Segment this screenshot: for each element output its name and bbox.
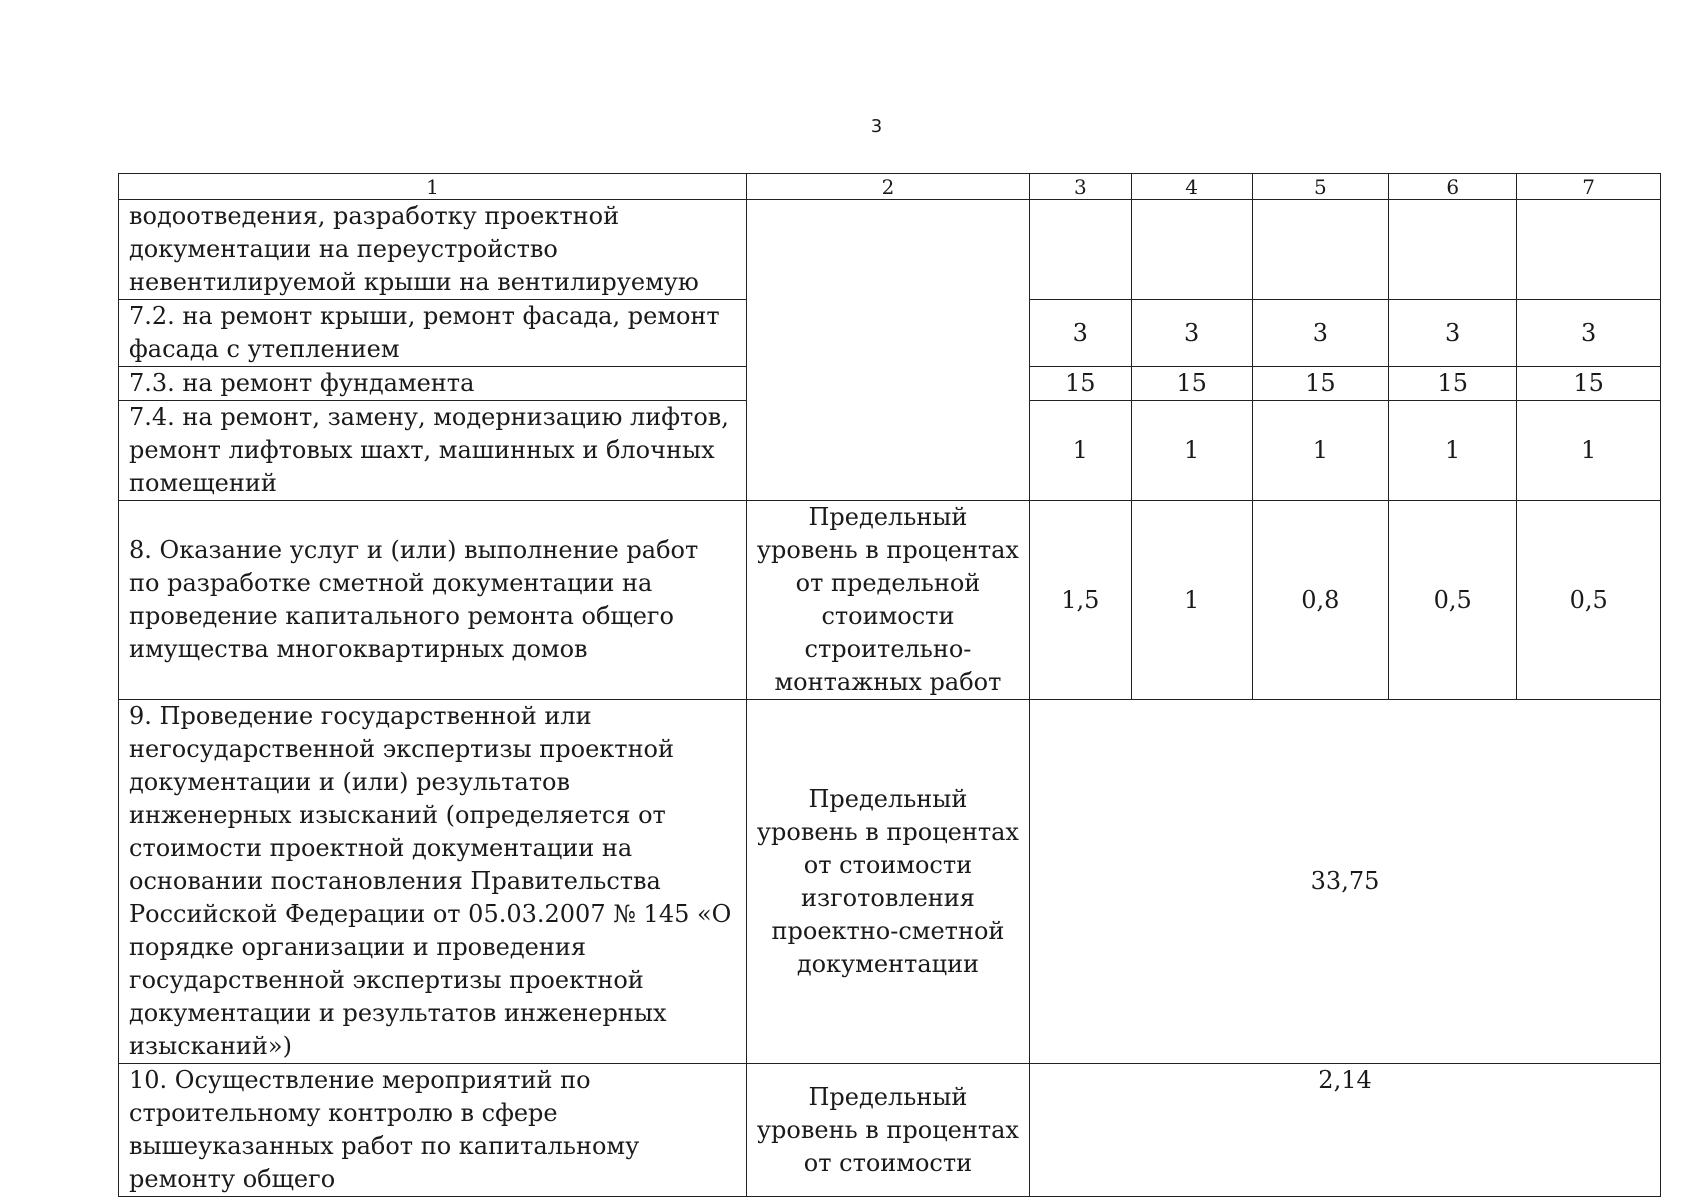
value-cell: 1 [1389, 401, 1517, 501]
value-cell: 1 [1030, 401, 1132, 501]
value-cell: 3 [1517, 300, 1661, 367]
row-description: 10. Осуществление мероприятий по строительному контролю в сфере вышеуказанных работ по капитальному ремонту общего [119, 1064, 747, 1197]
header-cell: 2 [746, 174, 1029, 200]
value-cell: 1 [1131, 501, 1252, 700]
row-description: водоотведения, разработку проектной документации на переустройство невентилируемой крыши на вентилируемую [119, 200, 747, 300]
table-row [119, 700, 1661, 1064]
value-cell [1517, 200, 1661, 300]
table-row [119, 200, 1661, 300]
row-description: 8. Оказание услуг и (или) выполнение работ по разработке сметной документации на проведение капитального ремонта общего имущества многоквартирных домов [119, 501, 747, 700]
header-cell: 7 [1517, 174, 1661, 200]
value-cell [1131, 200, 1252, 300]
value-cell: 3 [1030, 300, 1132, 367]
row-description: 7.2. на ремонт крыши, ремонт фасада, ремонт фасада с утеплением [119, 300, 747, 367]
header-cell: 6 [1389, 174, 1517, 200]
value-cell: 15 [1131, 367, 1252, 401]
value-cell: 0,5 [1389, 501, 1517, 700]
value-cell: 15 [1030, 367, 1132, 401]
value-cell: 1,5 [1030, 501, 1132, 700]
value-cell: 15 [1389, 367, 1517, 401]
value-cell: 3 [1131, 300, 1252, 367]
row-description: 9. Проведение государственной или негосударственной экспертизы проектной документации и (или) результатов инженерных изысканий (определяется от стоимости проектной документации на основании постановления Правительства Российской Федерации от 05.03.2007 № 145 «О порядке организации и проведения государственной экспертизы проектной документации и результатов инженерных изысканий») [119, 700, 747, 1064]
value-cell: 3 [1389, 300, 1517, 367]
row-unit: Предельный уровень в процентах от предельной стоимости строительно-монтажных работ [746, 501, 1029, 700]
row-description: 7.4. на ремонт, замену, модернизацию лифтов, ремонт лифтовых шахт, машинных и блочных помещений [119, 401, 747, 501]
page-number: 3 [870, 116, 883, 137]
value-cell: 1 [1517, 401, 1661, 501]
row-unit: Предельный уровень в процентах от стоимости [746, 1064, 1029, 1197]
value-cell [1030, 200, 1132, 300]
rates-table [118, 173, 1661, 1197]
value-cell: 15 [1252, 367, 1388, 401]
value-cell: 0,8 [1252, 501, 1388, 700]
header-cell: 1 [119, 174, 747, 200]
merged-value-cell: 33,75 [1030, 700, 1661, 1064]
row-unit: Предельный уровень в процентах от стоимости изготовления проектно-сметной документации [746, 700, 1029, 1064]
header-row [119, 174, 1661, 200]
header-cell: 3 [1030, 174, 1132, 200]
value-cell: 1 [1131, 401, 1252, 501]
value-cell: 0,5 [1517, 501, 1661, 700]
header-cell: 4 [1131, 174, 1252, 200]
value-cell [1252, 200, 1388, 300]
merged-value-cell: 2,14 [1030, 1064, 1661, 1197]
header-cell: 5 [1252, 174, 1388, 200]
row-unit [746, 200, 1029, 501]
value-cell: 1 [1252, 401, 1388, 501]
value-cell: 3 [1252, 300, 1388, 367]
row-description: 7.3. на ремонт фундамента [119, 367, 747, 401]
value-cell [1389, 200, 1517, 300]
table-row [119, 1064, 1661, 1197]
value-cell: 15 [1517, 367, 1661, 401]
table-row [119, 501, 1661, 700]
